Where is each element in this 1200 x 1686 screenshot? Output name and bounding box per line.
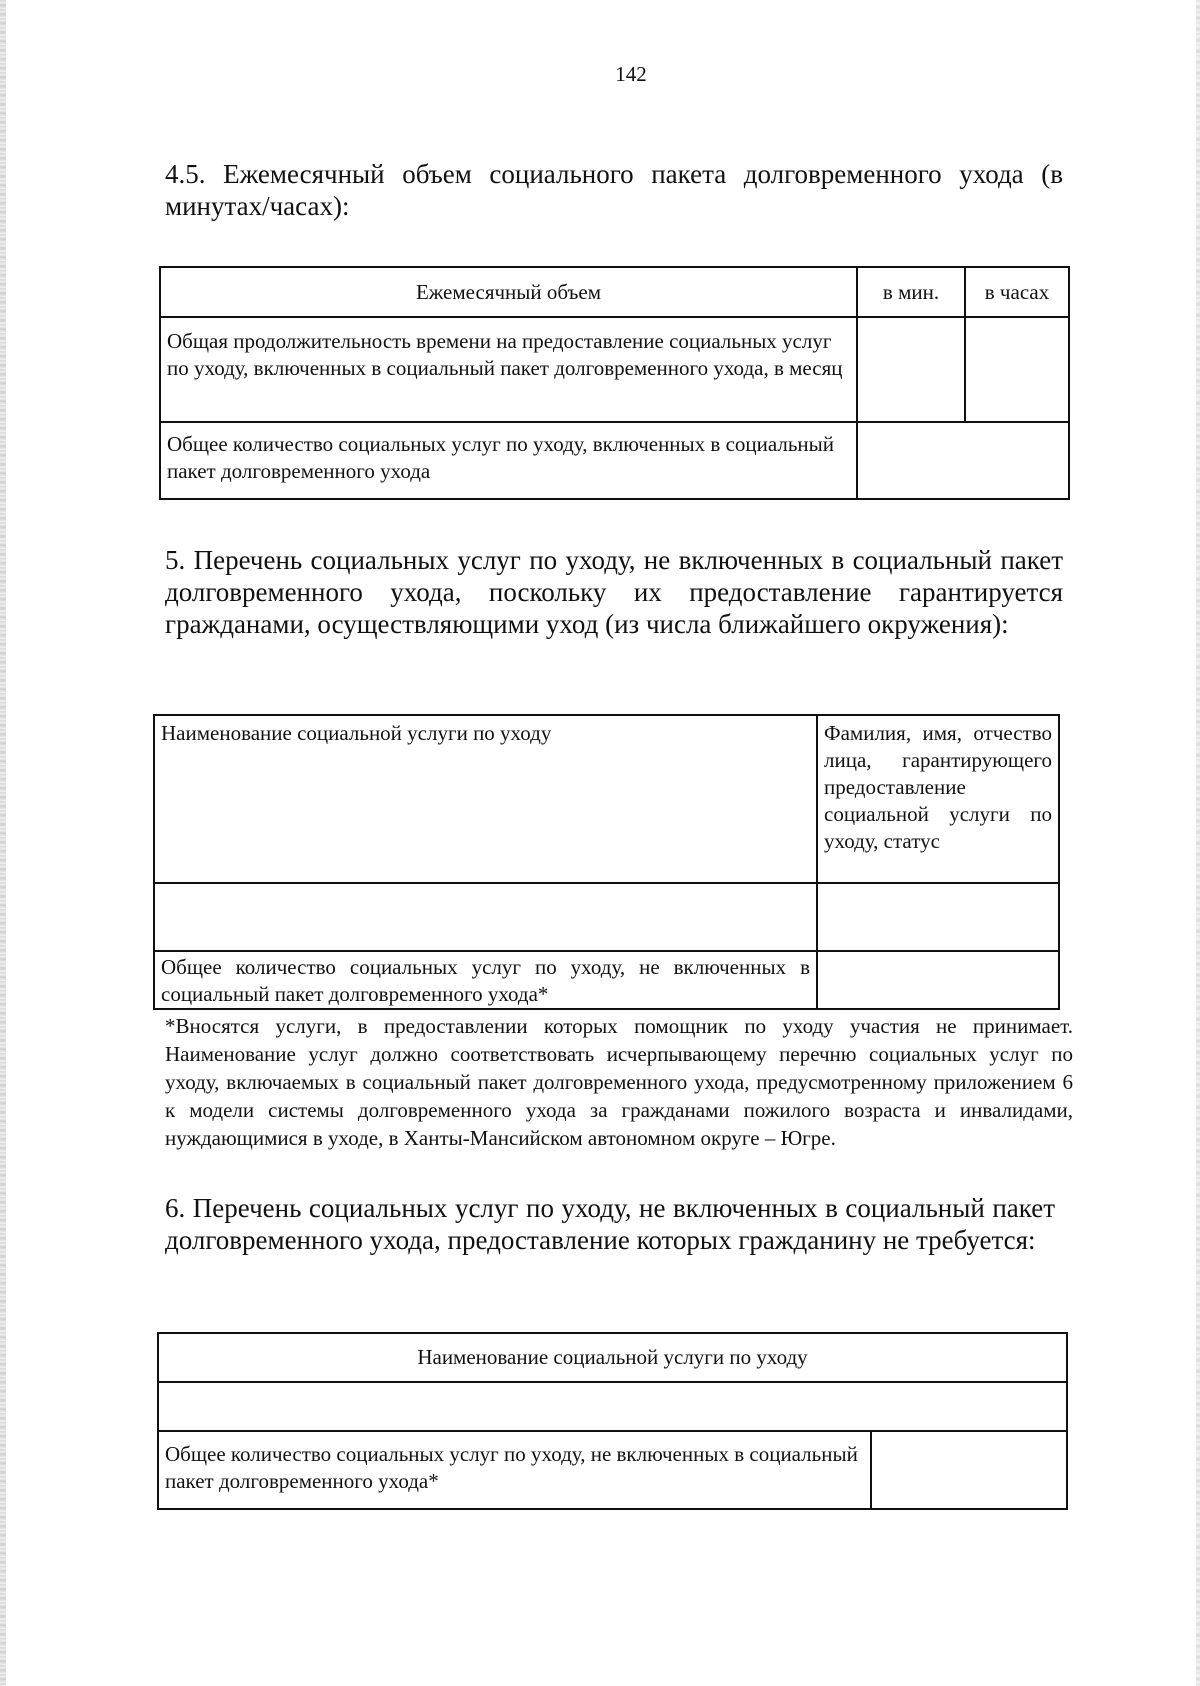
table-header-row	[160, 267, 1069, 317]
row-total-duration-minutes-cell[interactable]	[857, 317, 965, 422]
table-row	[158, 1431, 1067, 1509]
page-number: 142	[615, 62, 647, 86]
table-row	[160, 317, 1069, 422]
scan-edge-left	[0, 0, 6, 1686]
table-row	[158, 1382, 1067, 1431]
header-monthly-volume: Ежемесячный объем	[160, 267, 857, 317]
total-not-included-value-cell[interactable]	[817, 951, 1059, 1009]
table-row	[154, 951, 1059, 1009]
table-row	[160, 422, 1069, 499]
scan-edge-right	[1196, 0, 1200, 1686]
section-6-heading: 6. Перечень социальных услуг по уходу, не включенных в социальный пакет долговременного ухода, предоставление которых гражданину не требуется:	[165, 1193, 1055, 1255]
total-not-included-label: Общее количество социальных услуг по уходу, не включенных в социальный пакет долговременного ухода*	[154, 951, 817, 1009]
header-minutes: в мин.	[857, 267, 965, 317]
header-caregiver-name: Фамилия, имя, отчество лица, гарантирующего предоставление социальной услуги по уходу, статус	[817, 715, 1059, 883]
header-hours: в часах	[965, 267, 1069, 317]
service-name-entry-cell[interactable]	[154, 883, 817, 951]
section-5-footnote: *Вносятся услуги, в предоставлении которых помощник по уходу участия не принимает. Наименование услуг должно соответствовать исчерпывающему перечню социальных услуг по уходу, включаемых в социальный пакет долговременного ухода, предусмотренному приложением 6 к модели системы долговременного ухода за гражданами пожилого возраста и инвалидами, нуждающимися в уходе, в Ханты-Мансийском автономном округе – Югре.	[165, 1014, 1073, 1150]
header-service-name: Наименование социальной услуги по уходу	[158, 1333, 1067, 1382]
caregiver-entry-cell[interactable]	[817, 883, 1059, 951]
monthly-volume-table	[159, 266, 1070, 500]
table-row	[154, 883, 1059, 951]
total-not-required-label: Общее количество социальных услуг по уходу, не включенных в социальный пакет долговременного ухода*	[158, 1431, 871, 1509]
header-service-name: Наименование социальной услуги по уходу	[154, 715, 817, 883]
section-4-5-heading: 4.5. Ежемесячный объем социального пакета долговременного ухода (в минутах/часах):	[165, 159, 1063, 221]
row-total-count-label: Общее количество социальных услуг по уходу, включенных в социальный пакет долговременного ухода	[160, 422, 857, 499]
total-not-required-value-cell[interactable]	[871, 1431, 1067, 1509]
row-total-count-value-cell[interactable]	[857, 422, 1069, 499]
service-name-entry-cell[interactable]	[158, 1382, 1067, 1431]
section-5-heading: 5. Перечень социальных услуг по уходу, не включенных в социальный пакет долговременного ухода, поскольку их предоставление гарантируется гражданами, осуществляющими уход (из числа ближайшего окружения):	[165, 545, 1063, 639]
table-header-row	[154, 715, 1059, 883]
row-total-duration-hours-cell[interactable]	[965, 317, 1069, 422]
not-required-services-table	[157, 1332, 1068, 1510]
row-total-duration-label: Общая продолжительность времени на предоставление социальных услуг по уходу, включенных в социальный пакет долговременного ухода, в месяц	[160, 317, 857, 422]
table-header-row	[158, 1333, 1067, 1382]
family-provided-services-table	[153, 714, 1060, 1010]
